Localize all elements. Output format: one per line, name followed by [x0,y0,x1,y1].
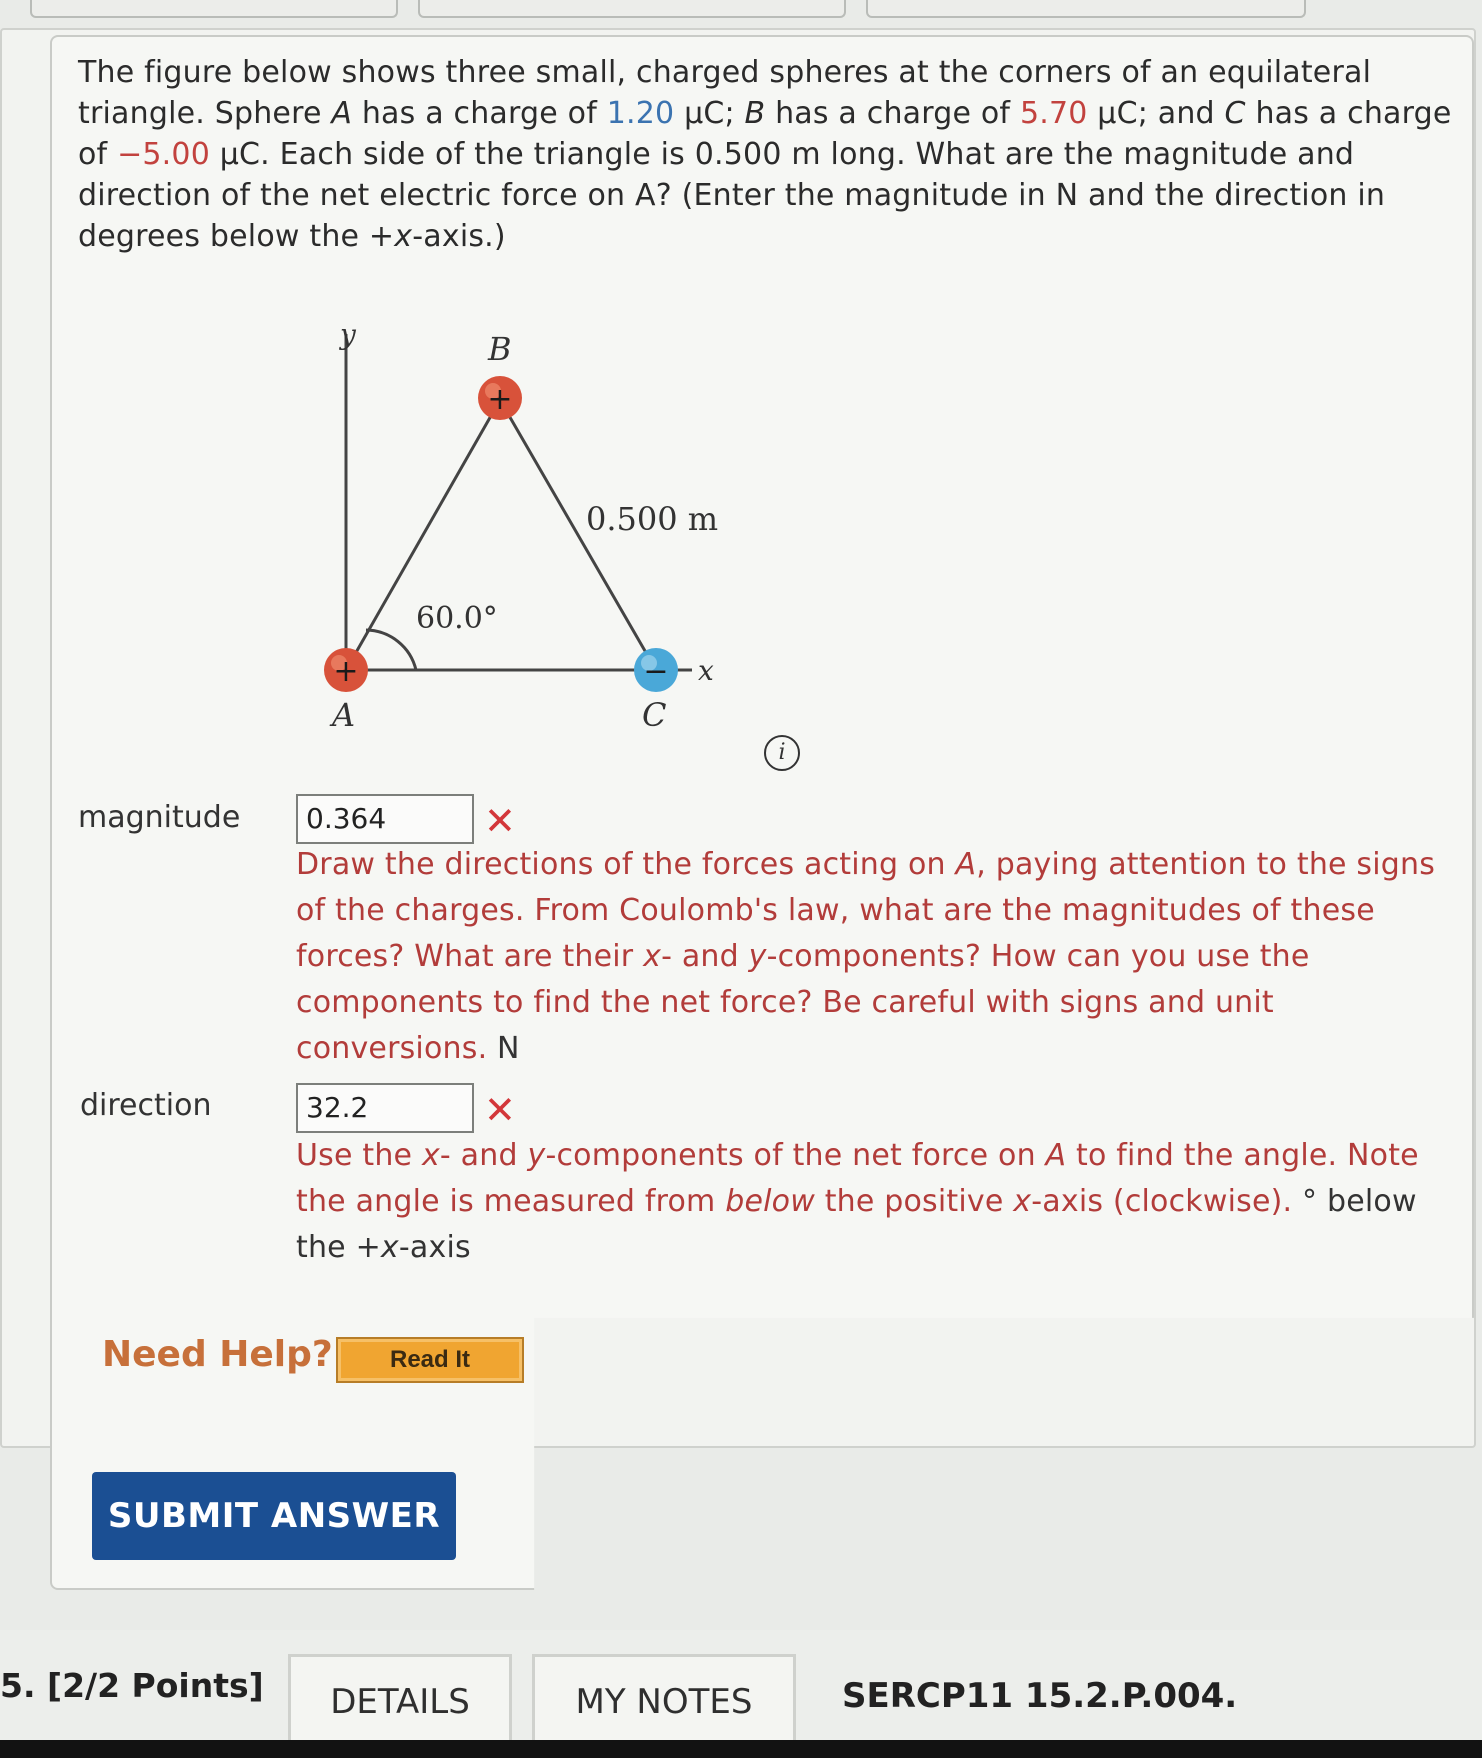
magnitude-feedback: Draw the directions of the forces acting on A, paying attention to the signs of the charges. From Coulomb's law, what are the magnitudes of these forces? What are their x- and y-components? How can you use the components to find the net force? Be careful with signs and unit conversions. N [296,847,1436,1066]
need-help-label: Need Help? [102,1334,333,1375]
direction-unit: ° below the +x-axis [296,1184,1417,1265]
sphere-c [634,648,678,692]
triangle-figure [300,320,760,740]
sphere-a-sign: + [333,654,359,689]
sphere-a [324,648,368,692]
my-notes-button[interactable]: MY NOTES [532,1654,796,1744]
magnitude-unit: N [487,1031,520,1066]
x-axis-label: x [698,654,714,687]
sphere-b [478,376,522,420]
magnitude-incorrect-icon: ✕ [484,799,516,843]
sphere-b-label: B [488,330,512,368]
read-it-button[interactable]: Read It [336,1337,524,1383]
screen-bezel [0,1740,1482,1758]
submit-answer-button[interactable]: SUBMIT ANSWER [92,1472,456,1560]
direction-incorrect-icon: ✕ [484,1088,516,1132]
angle-label: 60.0° [416,601,498,636]
magnitude-label: magnitude [78,800,241,835]
sphere-a-label: A [332,696,356,734]
details-button[interactable]: DETAILS [288,1654,512,1744]
problem-code: SERCP11 15.2.P.004. [842,1676,1238,1716]
direction-feedback: Use the x- and y-components of the net force on A to find the angle. Note the angle is measured from below the positive x-axis (clockwise). ° below the +x-axis [296,1138,1419,1265]
direction-input[interactable]: 32.2 [296,1083,474,1133]
question-text: The figure below shows three small, charged spheres at the corners of an equilateral triangle. Sphere A has a charge of 1.20 μC; B has a charge of 5.70 μC; and C has a charge of −5.00 μC. Each side of the triangle is 0.500 m long. What are the magnitude and direction of the net electric force on A? (Enter the magnitude in N and the direction in degrees below the +x-axis.) [78,55,1452,254]
sphere-c-label: C [642,696,667,734]
angle-arc [366,630,416,670]
magnitude-input[interactable]: 0.364 [296,794,474,844]
sphere-b-sign: + [487,382,513,417]
sphere-c-sign: − [643,654,669,689]
y-axis-label: y [340,320,356,351]
question-points: 5. [2/2 Points] [0,1666,264,1705]
info-icon[interactable]: i [764,735,800,771]
top-tab-right[interactable] [866,0,1306,18]
direction-label: direction [80,1088,212,1123]
side-length-label: 0.500 m [586,500,719,538]
top-tab-middle[interactable] [418,0,846,18]
top-tab-left[interactable] [30,0,398,18]
